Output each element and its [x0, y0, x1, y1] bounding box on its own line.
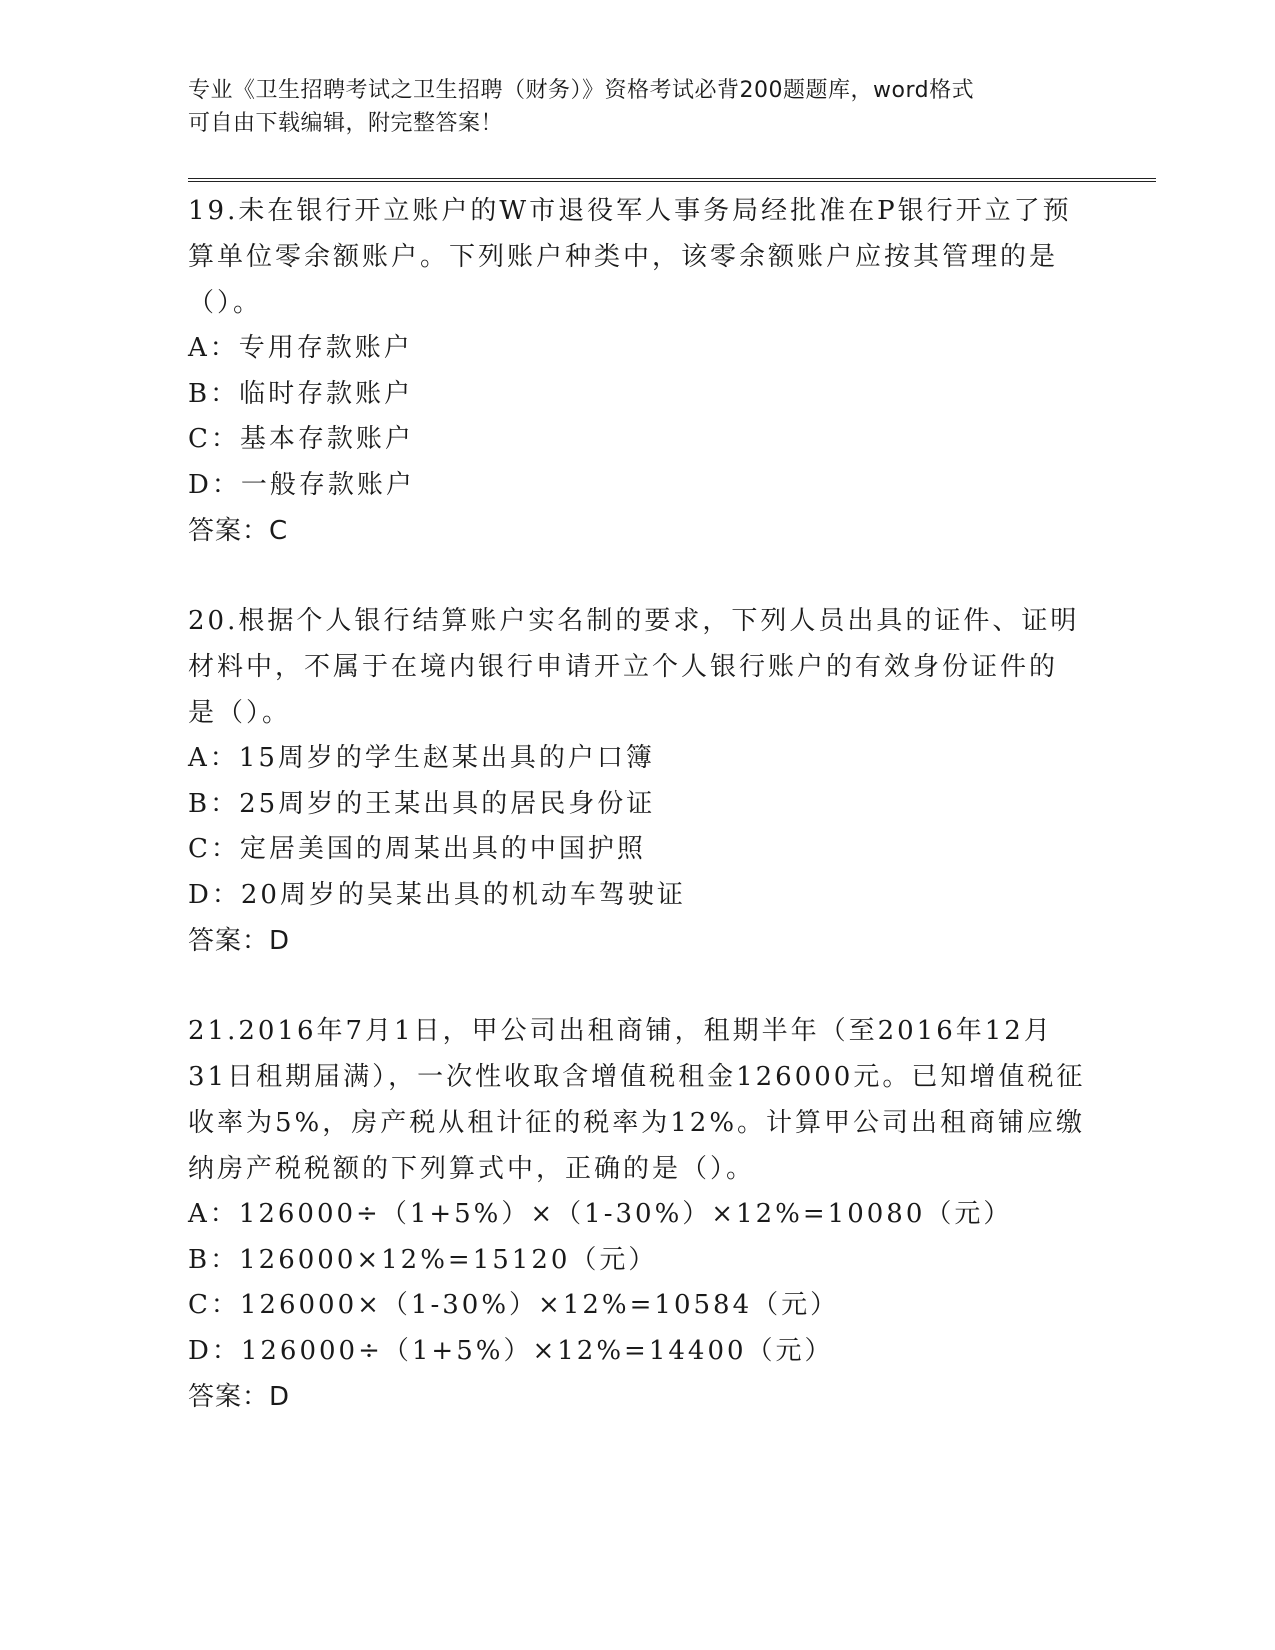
document-header — [188, 74, 1068, 140]
option-a: A：专用存款账户 — [188, 333, 413, 363]
question-stem-line: 21.2016年7月1日，甲公司出租商铺，租期半年（至2016年12月 — [188, 1016, 1053, 1046]
answer: 答案：C — [188, 516, 289, 546]
question-stem-line: 20.根据个人银行结算账户实名制的要求，下列人员出具的证件、证明 — [188, 606, 1080, 636]
option-a: A：126000÷（1+5%）×（1-30%）×12%=10080（元） — [188, 1199, 1013, 1229]
question-stem-line: 算单位零余额账户。下列账户种类中，该零余额账户应按其管理的是 — [188, 242, 1059, 272]
question-20 — [188, 598, 1088, 964]
header-line-2: 可自由下载编辑，附完整答案！ — [188, 111, 504, 136]
question-stem-line: 是（）。 — [188, 698, 292, 728]
option-c: C：基本存款账户 — [188, 424, 414, 454]
header-divider — [188, 178, 1156, 182]
question-list — [188, 188, 1088, 1420]
question-stem-line: 31日租期届满），一次性收取含增值税租金126000元。已知增值税征 — [188, 1062, 1086, 1092]
question-stem-line: 材料中，不属于在境内银行申请开立个人银行账户的有效身份证件的 — [188, 652, 1059, 682]
question-19 — [188, 188, 1088, 554]
question-stem-line: 收率为5%，房产税从租计征的税率为12%。计算甲公司出租商铺应缴 — [188, 1108, 1086, 1138]
option-c: C：126000×（1-30%）×12%=10584（元） — [188, 1290, 840, 1320]
option-d: D：126000÷（1+5%）×12%=14400（元） — [188, 1335, 834, 1366]
question-stem-line: 19.未在银行开立账户的W市退役军人事务局经批准在P银行开立了预 — [188, 196, 1072, 226]
option-b: B：临时存款账户 — [188, 378, 414, 409]
option-d: D：一般存款账户 — [188, 469, 415, 500]
option-a: A：15周岁的学生赵某出具的户口簿 — [188, 743, 655, 773]
option-d: D：20周岁的吴某出具的机动车驾驶证 — [188, 879, 686, 910]
question-21 — [188, 1008, 1088, 1420]
answer: 答案：D — [188, 926, 291, 956]
answer: 答案：D — [188, 1382, 291, 1412]
option-c: C：定居美国的周某出具的中国护照 — [188, 834, 646, 864]
header-line-1: 专业《卫生招聘考试之卫生招聘（财务）》资格考试必背200题题库，word格式 — [188, 78, 975, 103]
question-stem-line: 纳房产税税额的下列算式中，正确的是（）。 — [188, 1154, 756, 1184]
option-b: B：126000×12%=15120（元） — [188, 1244, 658, 1275]
option-b: B：25周岁的王某出具的居民身份证 — [188, 788, 656, 819]
question-stem-line: （）。 — [188, 288, 263, 318]
